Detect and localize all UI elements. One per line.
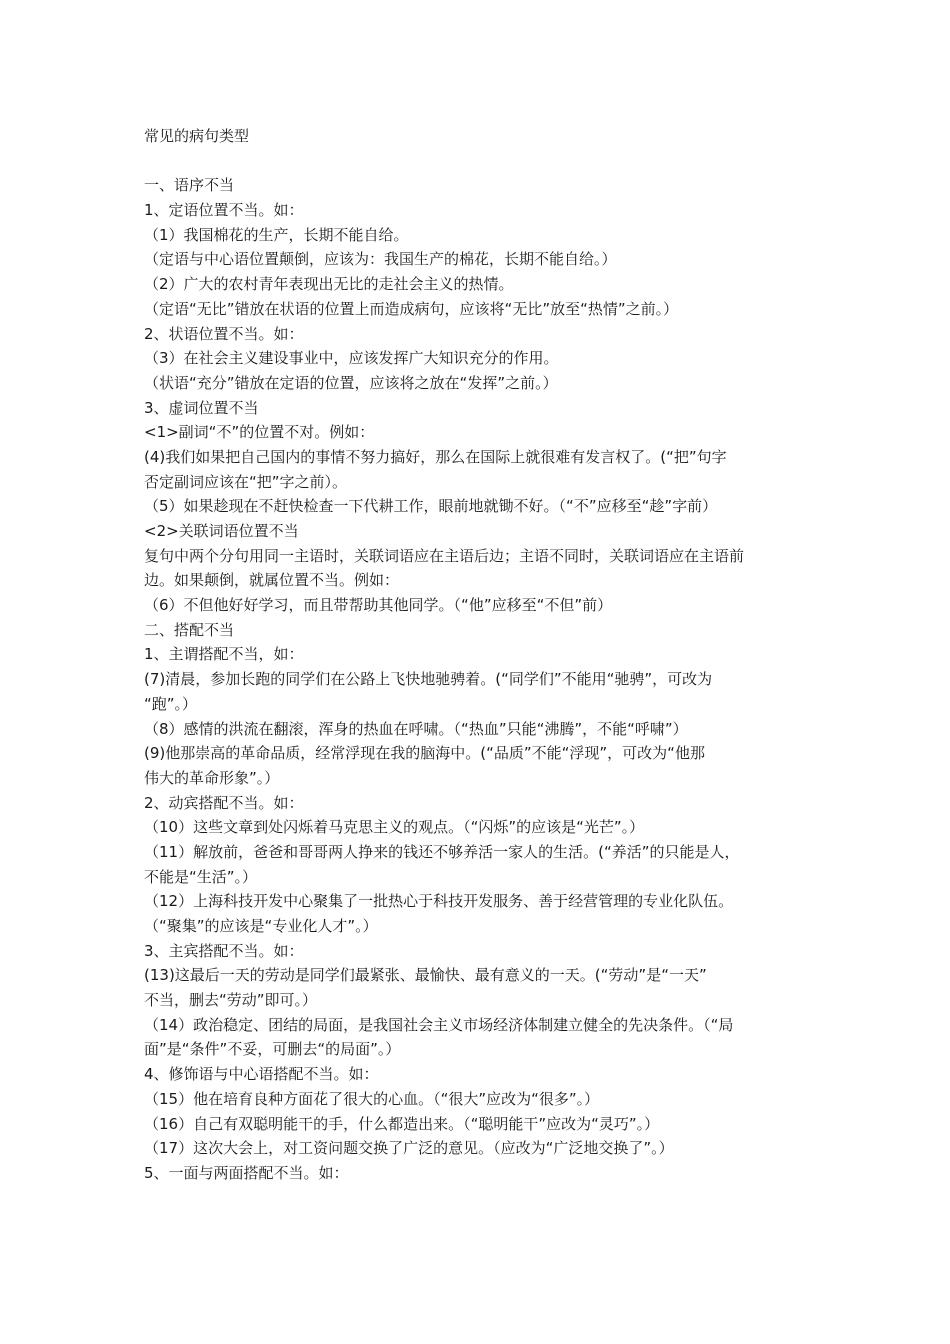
text-line: 3、虚词位置不当	[144, 398, 259, 417]
text-line: 1、主谓搭配不当，如：	[144, 645, 304, 664]
text-line: 边。如果颠倒，就属位置不当。例如：	[144, 571, 400, 590]
text-line: （12）上海科技开发中心聚集了一批热心于科技开发服务、善于经营管理的专业化队伍。	[144, 892, 734, 911]
text-line: <1>副词“不”的位置不对。例如：	[144, 423, 375, 442]
text-line: 面”是“条件”不妥，可删去“的局面”。）	[144, 1040, 401, 1059]
text-line: （2）广大的农村青年表现出无比的走社会主义的热情。	[144, 275, 514, 294]
text-line: （5）如果趁现在不赶快检查一下代耕工作，眼前地就锄不好。（“不”应移至“趁”字前）	[144, 497, 718, 516]
text-line: 否定副词应该在“把”字之前）。	[144, 472, 348, 491]
text-line: <2>关联词语位置不当	[144, 522, 299, 540]
text-line: （状语“充分”错放在定语的位置，应该将之放在“发挥”之前。）	[144, 373, 558, 392]
text-line: 2、动宾搭配不当。如：	[144, 793, 304, 812]
text-line: （定语与中心语位置颠倒，应该为：我国生产的棉花，长期不能自给。）	[144, 250, 617, 269]
text-line: (4)我们如果把自己国内的事情不努力搞好，那么在国际上就很难有发言权了。(“把”句字	[144, 447, 727, 466]
text-line: 伟大的革命形象”。）	[144, 768, 280, 787]
document-lines	[144, 173, 810, 1185]
text-line: （1）我国棉花的生产，长期不能自给。	[144, 225, 409, 244]
text-line: （11）解放前，爸爸和哥哥两人挣来的钱还不够养活一家人的生活。(“养活”的只能是人，	[144, 842, 740, 861]
text-line: 2、状语位置不当。如：	[144, 324, 304, 343]
text-line: （6）不但他好好学习，而且带帮助其他同学。（“他”应移至“不但”前）	[144, 596, 613, 615]
text-line: (13)这最后一天的劳动是同学们最紧张、最愉快、最有意义的一天。(“劳动”是“一天”	[144, 966, 707, 985]
document-body	[144, 124, 810, 1186]
text-line: （“聚集”的应该是“专业化人才”。）	[144, 917, 378, 935]
text-line: 4、修饰语与中心语搭配不当。如：	[144, 1065, 379, 1084]
text-line: 一、语序不当	[144, 176, 235, 195]
text-line: 不当，删去“劳动”即可。）	[144, 991, 318, 1010]
text-line: 3、主宾搭配不当。如：	[144, 941, 304, 960]
text-line: 不能是“生活”。）	[144, 867, 258, 886]
document-title: 常见的病句类型	[144, 127, 250, 145]
text-line: “跑”。）	[144, 694, 198, 713]
text-line: 1、定语位置不当。如：	[144, 201, 304, 220]
text-line: (7)清晨，参加长跑的同学们在公路上飞快地驰骋着。(“同学们”不能用“驰骋”，可改为	[144, 670, 713, 689]
text-line: （14）政治稳定、团结的局面，是我国社会主义市场经济体制建立健全的先决条件。（“局	[144, 1015, 734, 1034]
text-line: （3）在社会主义建设事业中，应该发挥广大知识充分的作用。	[144, 349, 559, 368]
text-line: （15）他在培育良种方面花了很大的心血。（“很大”应改为“很多”。）	[144, 1089, 600, 1108]
text-line: （10）这些文章到处闪烁着马克思主义的观点。（“闪烁”的应该是“光芒”。）	[144, 818, 645, 837]
text-line: （17）这次大会上，对工资问题交换了广泛的意见。（应改为“广泛地交换了”。）	[144, 1139, 674, 1158]
text-line: 复句中两个分句用同一主语时，关联词语应在主语后边；主语不同时，关联词语应在主语前	[144, 546, 745, 565]
text-line: (9)他那崇高的革命品质，经常浮现在我的脑海中。(“品质”不能“浮现”，可改为“他那	[144, 744, 705, 763]
text-line: （16）自己有双聪明能干的手，什么都造出来。（“聪明能干”应改为“灵巧”。）	[144, 1114, 660, 1133]
text-line: 二、搭配不当	[144, 620, 235, 639]
text-line: （定语“无比”错放在状语的位置上而造成病句，应该将“无比”放至“热情”之前。）	[144, 299, 679, 318]
text-line: 5、一面与两面搭配不当。如：	[144, 1163, 349, 1182]
text-line: （8）感情的洪流在翻滚，浑身的热血在呼啸。（“热血”只能“沸腾”，不能“呼啸”）	[144, 719, 688, 738]
